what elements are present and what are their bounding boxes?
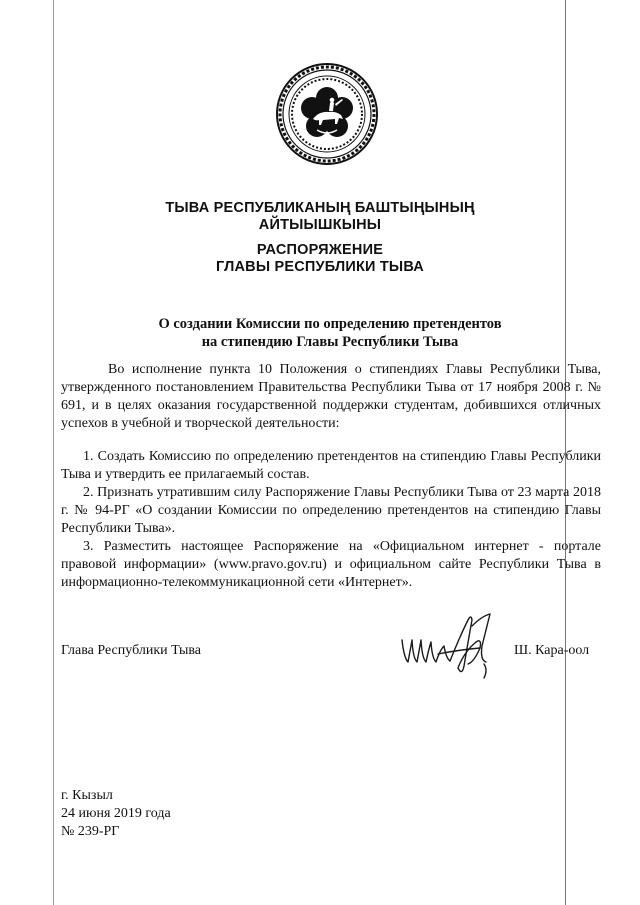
footer-date: 24 июня 2019 года	[61, 806, 171, 821]
footer-document-number: № 239-РГ	[61, 824, 120, 839]
scan-artifact-line-left	[53, 0, 54, 905]
tuva-emblem-icon	[275, 62, 379, 166]
footer-city: г. Кызыл	[61, 788, 113, 803]
header-tuvan-line-2: АЙТЫЫШКЫНЫ	[258, 217, 382, 233]
signatory-title: Глава Республики Тыва	[61, 643, 202, 658]
order-item-3: 3. Разместить настоящее Распоряжение на «Официальном интернет - портале правовой информации» (www.pravo.gov.ru) и официальном сайте Республики Тыва в информационно-телекоммуникационной сети «Интернет».	[61, 539, 601, 590]
intro-paragraph: Во исполнение пункта 10 Положения о стипендиях Главы Республики Тыва, утвержденного постановлением Правительства Республики Тыва от 17 ноября 2008 г. № 691, и в целях оказания государственной поддержки студентам, добившихся отличных успехов в учебной и творческой деятельности:	[61, 362, 601, 431]
header-order-line-1: РАСПОРЯЖЕНИЕ	[256, 242, 384, 258]
handwritten-signature-icon	[398, 606, 502, 686]
header-order-line-2: ГЛАВЫ РЕСПУБЛИКИ ТЫВА	[216, 259, 424, 275]
document-title-line-2: на стипендию Главы Республики Тыва	[201, 334, 459, 350]
document-title-line-1: О создании Комиссии по определению претендентов	[158, 316, 502, 332]
order-item-1: 1. Создать Комиссию по определению претендентов на стипендию Главы Республики Тыва и утвердить ее прилагаемый состав.	[61, 449, 601, 482]
signatory-name: Ш. Кара-оол	[514, 643, 590, 658]
header-tuvan-line-1: ТЫВА РЕСПУБЛИКАНЫҢ БАШТЫҢЫНЫҢ	[165, 200, 475, 216]
order-item-2: 2. Признать утратившим силу Распоряжение Главы Республики Тыва от 23 марта 2018 г. № 94-РГ «О создании Комиссии по определению претендентов на стипендию Главы Республики Тыва».	[61, 485, 601, 536]
